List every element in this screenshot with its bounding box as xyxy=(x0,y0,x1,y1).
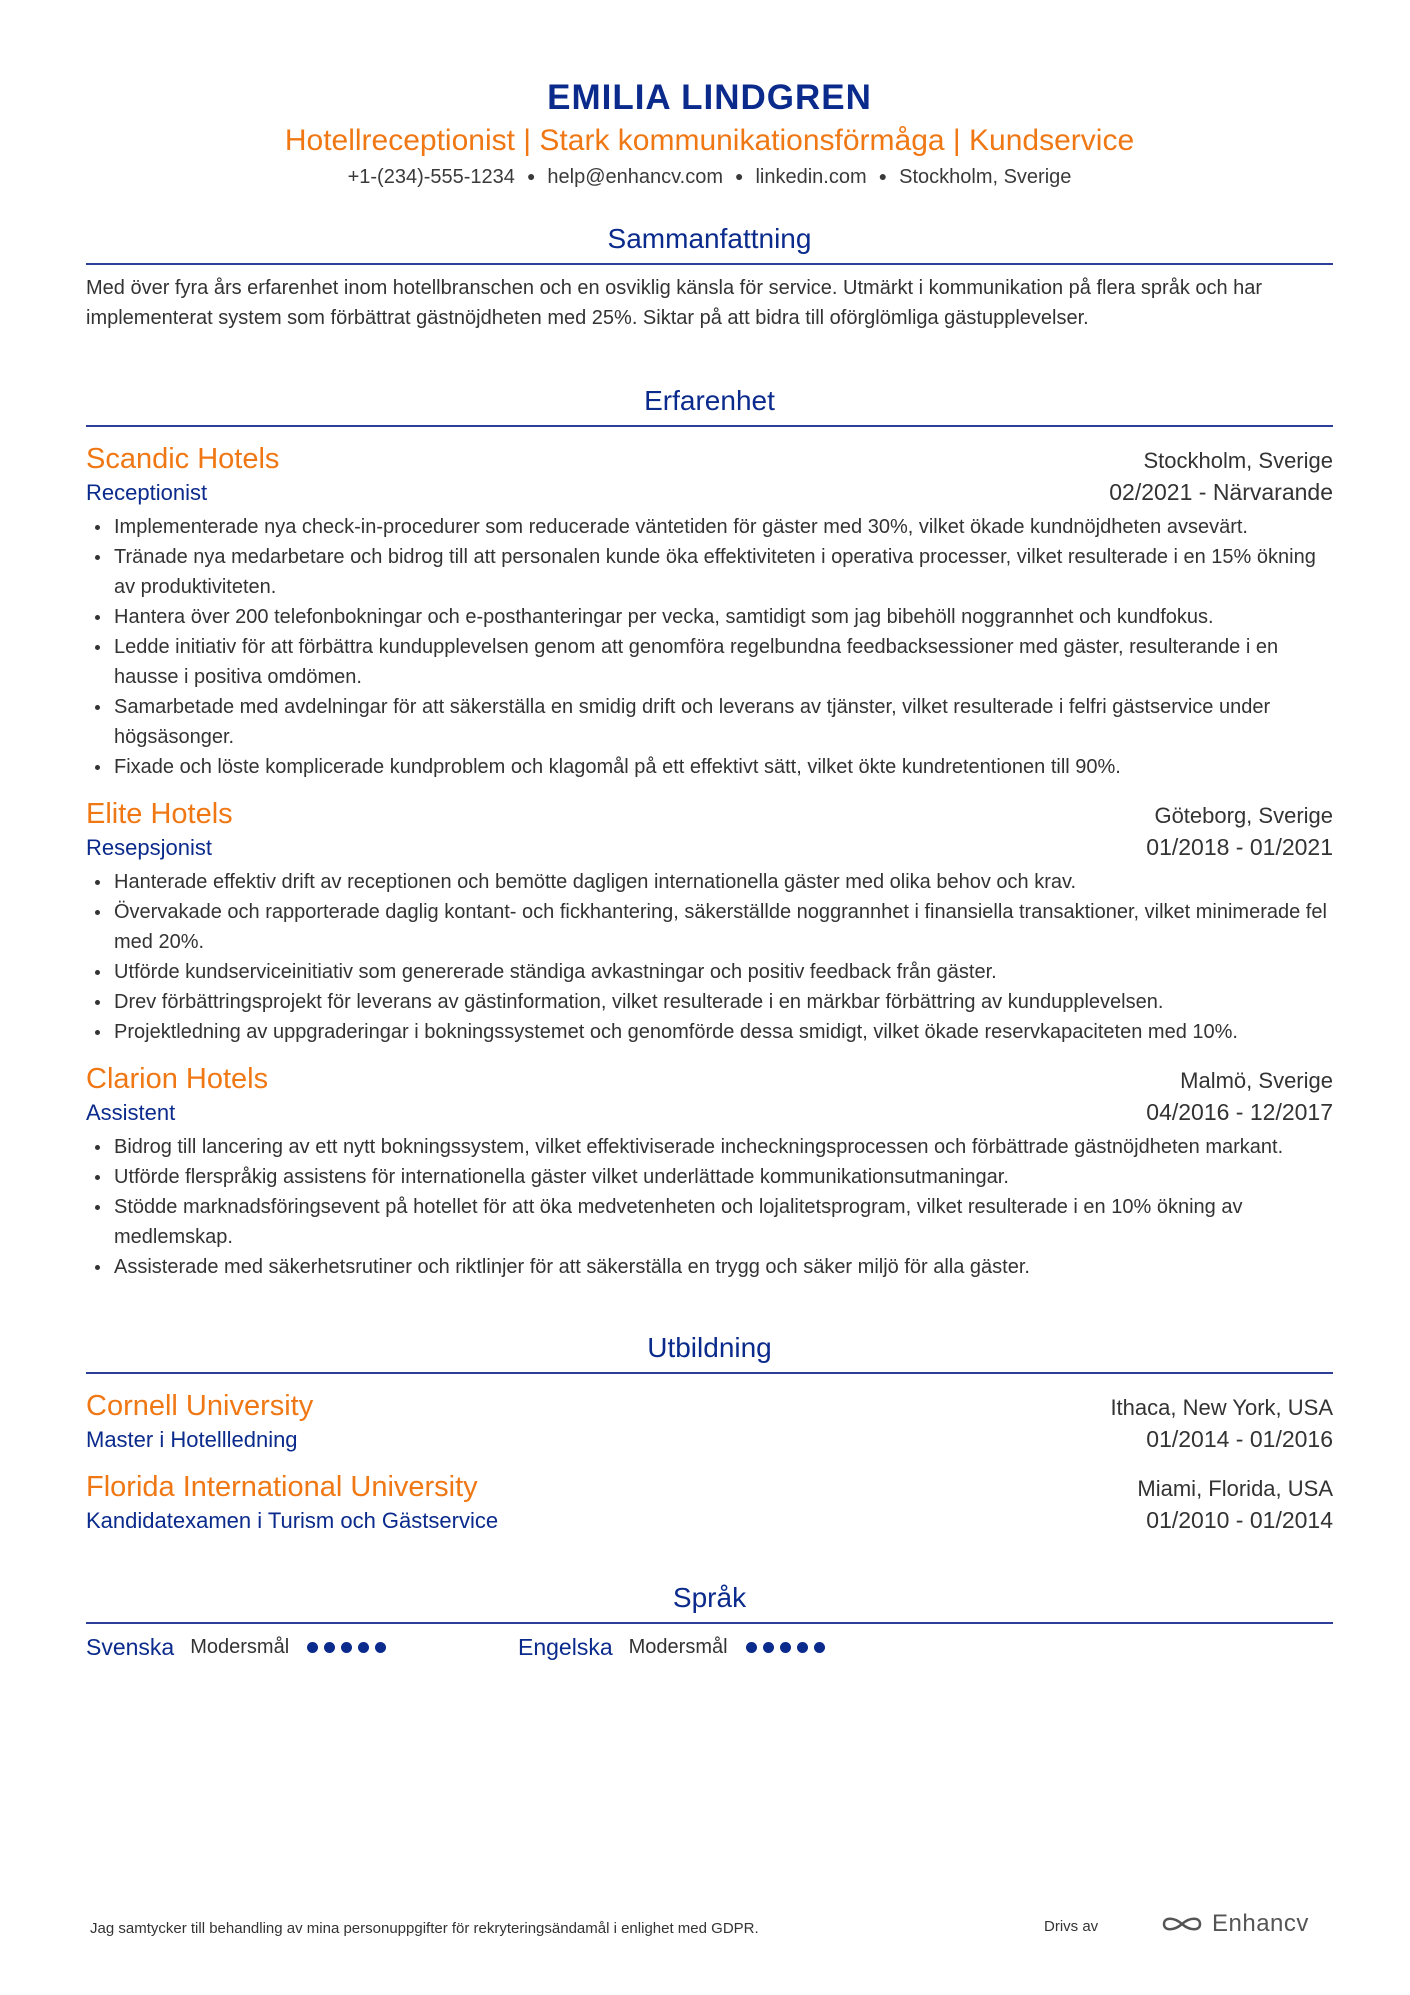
experience-entry xyxy=(86,441,1333,782)
proficiency-dot xyxy=(746,1642,757,1653)
location: Stockholm, Sverige xyxy=(899,166,1072,188)
education-section xyxy=(86,1330,1333,1536)
achievement-item: Hantera över 200 telefonbokningar och e-posthanteringar per vecka, samtidigt som jag bibehöll noggrannhet och kundfokus. xyxy=(86,602,1333,632)
page-footer xyxy=(90,1908,1320,1948)
section-title-education: Utbildning xyxy=(86,1330,1333,1374)
proficiency-dot xyxy=(763,1642,774,1653)
proficiency-dots xyxy=(307,1642,392,1653)
education-entry xyxy=(86,1388,1333,1455)
proficiency-dot xyxy=(324,1642,335,1653)
proficiency-dot xyxy=(814,1642,825,1653)
achievement-item: Utförde kundserviceinitiativ som genererade ständiga avkastningar och positiv feedback från gäster. xyxy=(86,957,1333,987)
enhancv-logo-icon xyxy=(1160,1912,1204,1936)
brand-name: Enhancv xyxy=(1212,1910,1309,1937)
achievement-item: Tränade nya medarbetare och bidrog till att personalen kunde öka effektiviteten i operativa processer, vilket resulterade i en 15% ökning av produktiviteten. xyxy=(86,542,1333,602)
education-dates: 01/2010 - 01/2014 xyxy=(1146,1507,1333,1533)
language-name: Engelska xyxy=(518,1634,613,1660)
job-title: Resepsjonist xyxy=(86,835,212,860)
separator-dot: ● xyxy=(526,168,536,184)
experience-section xyxy=(86,383,1333,1282)
proficiency-dot xyxy=(375,1642,386,1653)
language-item xyxy=(518,1634,950,1661)
languages-section xyxy=(86,1580,1333,1661)
resume-header xyxy=(86,0,1333,191)
email[interactable]: help@enhancv.com xyxy=(547,166,723,188)
gdpr-consent-text: Jag samtycker till behandling av mina personuppgifter för rekryteringsändamål i enlighet med GDPR. xyxy=(90,1920,759,1937)
achievement-item: Projektledning av uppgraderingar i bokningssystemet och genomförde dessa smidigt, vilket ökade reservkapaciteten med 10%. xyxy=(86,1017,1333,1047)
achievement-item: Övervakade och rapporterade daglig kontant- och fickhantering, säkerställde noggrannhet i finansiella transaktioner, vilket minimerade fel med 20%. xyxy=(86,897,1333,957)
enhancv-brand[interactable] xyxy=(1160,1910,1309,1938)
proficiency-dot xyxy=(341,1642,352,1653)
achievement-item: Utförde flerspråkig assistens för internationella gäster vilket underlättade kommunikationsutmaningar. xyxy=(86,1162,1333,1192)
summary-section xyxy=(86,221,1333,333)
job-location: Malmö, Sverige xyxy=(1180,1068,1333,1093)
job-title: Receptionist xyxy=(86,480,208,505)
powered-by-label: Drivs av xyxy=(1044,1918,1099,1935)
candidate-name: EMILIA LINDGREN xyxy=(547,78,872,117)
language-level: Modersmål xyxy=(628,1636,728,1658)
company-name: Clarion Hotels xyxy=(86,1063,269,1095)
achievement-item: Implementerade nya check-in-procedurer som reducerade väntetiden för gäster med 30%, vilket ökade kundnöjdheten avsevärt. xyxy=(86,512,1333,542)
proficiency-dot xyxy=(358,1642,369,1653)
language-level: Modersmål xyxy=(190,1636,290,1658)
education-dates: 01/2014 - 01/2016 xyxy=(1146,1426,1333,1452)
school-location: Miami, Florida, USA xyxy=(1137,1476,1333,1501)
job-dates: 01/2018 - 01/2021 xyxy=(1146,834,1333,860)
degree: Master i Hotellledning xyxy=(86,1427,298,1452)
section-title-languages: Språk xyxy=(86,1580,1333,1624)
resume-page xyxy=(86,0,1333,1661)
education-entry xyxy=(86,1469,1333,1536)
section-title-experience: Erfarenhet xyxy=(86,383,1333,427)
proficiency-dots xyxy=(746,1642,831,1653)
job-location: Göteborg, Sverige xyxy=(1154,803,1333,828)
school-name: Cornell University xyxy=(86,1390,314,1422)
company-name: Scandic Hotels xyxy=(86,443,280,475)
phone: +1-(234)-555-1234 xyxy=(347,166,515,188)
languages-list xyxy=(86,1634,1333,1661)
achievement-item: Samarbetade med avdelningar för att säkerställa en smidig drift och leverans av tjänster, vilket resulterade i felfri gästservice under högsäsonger. xyxy=(86,692,1333,752)
achievement-item: Fixade och löste komplicerade kundproblem och klagomål på ett effektivt sätt, vilket ökte kundretentionen till 90%. xyxy=(86,752,1333,782)
experience-entry xyxy=(86,1061,1333,1282)
language-name: Svenska xyxy=(86,1634,175,1660)
job-dates: 02/2021 - Närvarande xyxy=(1109,479,1333,505)
achievement-item: Hanterade effektiv drift av receptionen och bemötte dagligen internationella gäster med olika behov och krav. xyxy=(86,867,1333,897)
school-location: Ithaca, New York, USA xyxy=(1110,1395,1333,1420)
summary-text: Med över fyra års erfarenhet inom hotellbranschen och en osviklig känsla för service. Utmärkt i kommunikation på flera språk och har implementerat system som förbättrat gästnöjdheten med 25%. Siktar på att bidra till oförglömliga gästupplevelser. xyxy=(86,277,1263,329)
school-name: Florida International University xyxy=(86,1471,478,1503)
achievement-list xyxy=(86,867,1333,1047)
degree: Kandidatexamen i Turism och Gästservice xyxy=(86,1508,499,1533)
proficiency-dot xyxy=(780,1642,791,1653)
achievement-list xyxy=(86,512,1333,782)
proficiency-dot xyxy=(307,1642,318,1653)
achievement-item: Assisterade med säkerhetsrutiner och riktlinjer för att säkerställa en trygg och säker miljö för alla gäster. xyxy=(86,1252,1333,1282)
achievement-item: Stödde marknadsföringsevent på hotellet för att öka medvetenheten och lojalitetsprogram, vilket resulterade i en 10% ökning av medlemskap. xyxy=(86,1192,1333,1252)
experience-entry xyxy=(86,796,1333,1047)
achievement-list xyxy=(86,1132,1333,1282)
job-dates: 04/2016 - 12/2017 xyxy=(1146,1099,1333,1125)
contact-line xyxy=(86,164,1333,191)
proficiency-dot xyxy=(797,1642,808,1653)
job-location: Stockholm, Sverige xyxy=(1143,448,1333,473)
job-title: Assistent xyxy=(86,1100,176,1125)
company-name: Elite Hotels xyxy=(86,798,233,830)
linkedin[interactable]: linkedin.com xyxy=(755,166,867,188)
separator-dot: ● xyxy=(735,168,744,184)
section-title-summary: Sammanfattning xyxy=(86,221,1333,265)
candidate-headline: Hotellreceptionist | Stark kommunikationsförmåga | Kundservice xyxy=(284,124,1135,157)
achievement-item: Bidrog till lancering av ett nytt bokningssystem, vilket effektiviserade incheckningsprocessen och förbättrade gästnöjdheten markant. xyxy=(86,1132,1333,1162)
achievement-item: Drev förbättringsprojekt för leverans av gästinformation, vilket resulterade i en märkbar förbättring av kundupplevelsen. xyxy=(86,987,1333,1017)
achievement-item: Ledde initiativ för att förbättra kundupplevelsen genom att genomföra regelbundna feedbacksessioner med gäster, resulterande i en hausse i positiva omdömen. xyxy=(86,632,1333,692)
separator-dot: ● xyxy=(878,168,888,184)
language-item xyxy=(86,1634,518,1661)
